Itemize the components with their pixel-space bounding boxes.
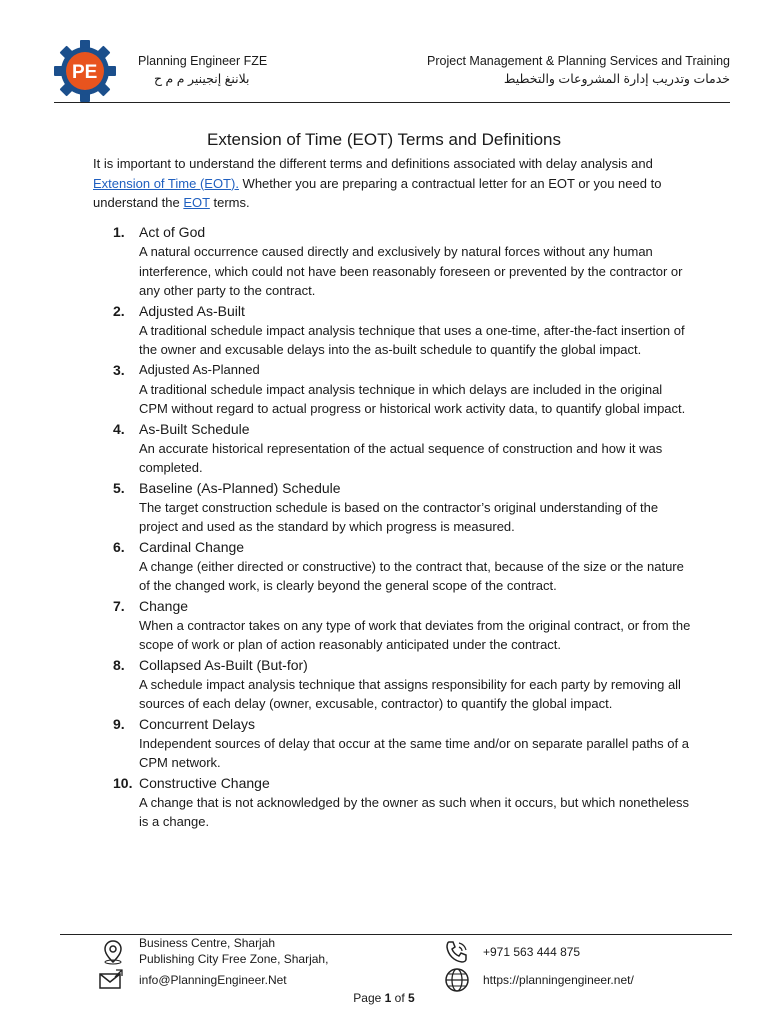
- pe-gear-logo: [54, 40, 116, 102]
- eot-link[interactable]: Extension of Time (EOT).: [93, 175, 239, 191]
- intro-text: Whether you are preparing a contractual letter for an EOT or you need to understand the: [93, 175, 662, 210]
- page-total: 5: [408, 991, 415, 1005]
- company-tagline-arabic: خدمات وتدريب إدارة المشروعات والتخطيط: [503, 72, 730, 86]
- eot-short-link[interactable]: EOT: [183, 195, 210, 210]
- term-definition: A change that is not acknowledged by the owner as such when it occurs, but which nonetheless is a change.: [139, 794, 689, 829]
- item-number: 1.: [113, 224, 125, 240]
- company-name-arabic: بلاننغ إنجينير م م ح: [154, 72, 250, 86]
- list-item: [93, 478, 693, 537]
- term-heading: Change: [139, 597, 189, 614]
- location-pin-icon: [100, 939, 126, 965]
- term-definition: A change (either directed or constructive) to the contract that, because of the size or the nature of the changed work, is clearly beyond the general scope of the contract.: [139, 558, 684, 593]
- term-definition: Independent sources of delay that occur at the same time and/or on separate parallel paths of a CPM network.: [139, 735, 689, 770]
- page-number: [0, 991, 768, 1005]
- term-definition: A natural occurrence caused directly and exclusively by natural forces without any human interference, which could not have been reasonably foreseen or prevented by the contractor or any other party to the contract.: [139, 244, 683, 298]
- website-url[interactable]: https://planningengineer.net/: [483, 973, 634, 987]
- intro-paragraph: [93, 154, 693, 213]
- list-item: [93, 773, 693, 832]
- list-item: [93, 360, 693, 419]
- item-number: 7.: [113, 597, 125, 614]
- term-definition: When a contractor takes on any type of work that deviates from the original contract, or from the scope of work or plan of action reasonably anticipated under the contract.: [139, 617, 691, 652]
- page-footer: [60, 934, 732, 995]
- svg-text:PE: PE: [72, 62, 98, 83]
- item-number: 2.: [113, 302, 125, 319]
- term-definition: A traditional schedule impact analysis technique in which delays are included in the original CPM without regard to actual progress or historical work activity data, to quantify global impact.: [139, 381, 686, 416]
- list-item: [93, 537, 693, 596]
- term-heading: Baseline (As-Planned) Schedule: [139, 479, 341, 496]
- item-number: 4.: [113, 420, 125, 437]
- list-item: [93, 714, 693, 773]
- intro-text: It is important to understand the different terms and definitions associated with delay analysis and: [93, 156, 653, 171]
- list-item: [93, 655, 693, 714]
- list-item: [93, 419, 693, 478]
- term-heading: Act of God: [139, 224, 206, 240]
- phone-icon: [444, 939, 470, 965]
- terms-list: [93, 222, 693, 832]
- item-number: 5.: [113, 479, 125, 496]
- page-of: of: [391, 991, 409, 1005]
- term-definition: A traditional schedule impact analysis technique that uses a one-time, after-the-fact insertion of the owner and excusable delays into the as-built schedule to quantify the global impact.: [139, 322, 685, 357]
- term-heading: Collapsed As-Built (But-for): [139, 656, 308, 673]
- item-number: 9.: [113, 715, 125, 732]
- company-name: Planning Engineer FZE: [138, 54, 268, 68]
- term-heading: Constructive Change: [139, 774, 270, 791]
- item-number: 6.: [113, 538, 125, 555]
- item-number: 8.: [113, 656, 125, 673]
- term-heading: Adjusted As-Planned: [139, 361, 260, 377]
- email-icon: [98, 967, 124, 993]
- company-tagline: Project Management & Planning Services and Training: [427, 54, 730, 68]
- document-title: Extension of Time (EOT) Terms and Definitions: [207, 130, 561, 149]
- page-header: [54, 40, 730, 103]
- term-definition: An accurate historical representation of the actual sequence of construction and how it was completed.: [139, 440, 663, 475]
- term-definition: The target construction schedule is based on the contractor’s original understanding of the project and used as the standard by which progress is measured.: [139, 499, 659, 534]
- item-number: 10.: [113, 774, 133, 791]
- list-item: [93, 222, 693, 301]
- term-heading: Adjusted As-Built: [139, 302, 245, 319]
- email-address[interactable]: info@PlanningEngineer.Net: [139, 973, 287, 987]
- page-current: 1: [384, 991, 392, 1005]
- term-heading: Cardinal Change: [139, 538, 245, 555]
- term-definition: A schedule impact analysis technique that assigns responsibility for each party by removing all sources of each delay (owner, excusable, contractor) to quantify the global impact.: [139, 676, 681, 711]
- address-line-1: Business Centre, Sharjah: [139, 936, 276, 950]
- globe-icon: [444, 967, 470, 993]
- list-item: [93, 301, 693, 360]
- phone-number[interactable]: +971 563 444 875: [483, 945, 581, 959]
- term-heading: Concurrent Delays: [139, 715, 255, 732]
- list-item: [93, 596, 693, 655]
- term-heading: As-Built Schedule: [139, 420, 250, 437]
- address-line-2: Publishing City Free Zone, Sharjah,: [139, 952, 329, 966]
- page-prefix: Page: [353, 991, 385, 1005]
- item-number: 3.: [113, 361, 125, 378]
- intro-text: terms.: [209, 195, 250, 210]
